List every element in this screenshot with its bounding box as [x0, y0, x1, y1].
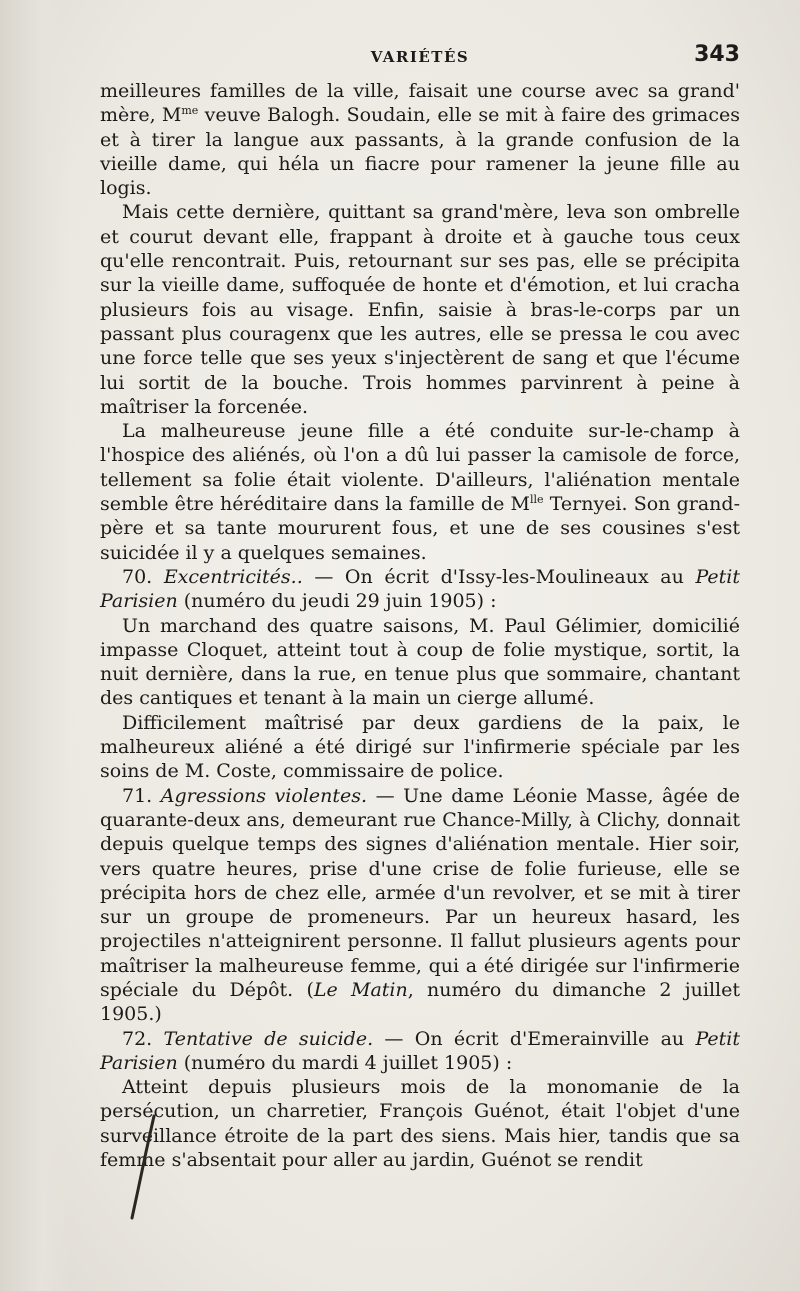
newspaper-title: Le Matin: [313, 978, 408, 1001]
entry-number: 70.: [122, 565, 153, 588]
entry-72-heading: [100, 1027, 740, 1076]
paragraph-9: Atteint depuis plusieurs mois de la monomanie de la persécution, un charretier, François Guénot, était l'objet d'une surveillance étroite de la part des siens. Mais hier, tandis que sa femme s'absentait pour aller au jardin, Guénot se rendit: [100, 1076, 740, 1172]
paragraph-3: [100, 419, 740, 565]
page-body-text: [100, 79, 740, 1172]
superscript-abbrev: me: [181, 104, 199, 118]
paragraph-1-text-b: veuve Balogh. Soudain, elle se mit à faire des grimaces et à tirer la langue aux passants, à la grande confusion de la vieille dame, qui héla un fiacre pour ramener la jeune fille au logis.: [100, 104, 740, 200]
paragraph-2: Mais cette dernière, quittant sa grand'mère, leva son ombrelle et courut devant elle, frappant à droite et à gauche tous ceux qu'elle rencontrait. Puis, retournant sur ses pas, elle se précipita sur la vieille dame, suffoquée de honte et d'émotion, et lui cracha plusieurs fois au visage. Enfin, saisie à bras-le-corps par un passant plus couragenx que les autres, elle se pressa le cou avec une force telle que ses yeux s'injectèrent de sang et que l'écume lui sortit de la bouche. Trois hommes parvinrent à peine à maîtriser la forcenée.: [100, 201, 740, 418]
entry-number: 71.: [122, 784, 153, 807]
entry-number: 72.: [122, 1027, 153, 1050]
entry-title: Tentative de suicide.: [163, 1027, 374, 1050]
paragraph-1: [100, 79, 740, 200]
entry-70-text-b: (numéro du jeudi 29 juin 1905) :: [177, 590, 497, 613]
paragraph-3-text-a: La malheureuse jeune fille a été conduite sur-le-champ à l'hospice des aliénés, où l'on a dû lui passer la camisole de force, tellement sa folie était violente. D'ailleurs, l'aliénation mentale semble être héréditaire dans la famille de M: [100, 420, 740, 516]
paragraph-5: Un marchand des quatre saisons, M. Paul Gélimier, domicilié impasse Cloquet, atteint tout à coup de folie mystique, sortit, la nuit dernière, dans la rue, en tenue plus que sommaire, chantant des cantiques et tenant à la main un cierge allumé.: [100, 614, 740, 710]
paragraph-3-text-b: Ternyei. Son grand-père et sa tante moururent fous, et une de ses cousines s'est suicidée il y a quelques semaines.: [100, 493, 740, 564]
running-title: VARIÉTÉS: [370, 48, 470, 66]
pencil-mark: [124, 1112, 164, 1222]
page-gutter-shadow: [0, 0, 70, 1291]
entry-title: Agressions violentes.: [160, 784, 368, 807]
paragraph-1-text-a: meilleures familles de la ville, faisait une course avec sa grand' mère, M: [100, 80, 740, 127]
entry-title: Excentricités..: [163, 565, 303, 588]
entry-70-text-a: — On écrit d'Issy-les-Moulineaux au: [302, 565, 696, 588]
page-header: [100, 42, 740, 76]
newspaper-title: Petit Parisien: [100, 565, 740, 613]
entry-71: [100, 784, 740, 1027]
page-number: 343: [694, 42, 740, 67]
entry-71-text-a: — Une dame Léonie Masse, âgée de quarante-deux ans, demeurant rue Chance-Milly, à Clichy, donnait depuis quelque temps des signes d'aliénation mentale. Hier soir, vers quatre heures, prise d'une crise de folie furieuse, elle se précipita hors de chez elle, armée d'un revolver, et se mit à tirer sur un groupe de promeneurs. Par un heureux hasard, les projectiles n'atteignirent personne. Il fallut plusieurs agents pour maîtriser la malheureuse femme, qui a été dirigée sur l'infirmerie spéciale du Dépôt. (: [100, 784, 740, 1001]
entry-72-text-a: — On écrit d'Emerainville au: [373, 1027, 696, 1050]
paragraph-6: Difficilement maîtrisé par deux gardiens de la paix, le malheureux aliéné a été dirigé sur l'infirmerie spéciale par les soins de M. Coste, commissaire de police.: [100, 711, 740, 783]
entry-71-text-b: , numéro du dimanche 2 juillet 1905.): [100, 978, 740, 1026]
superscript-abbrev: lle: [529, 493, 544, 507]
newspaper-title: Petit Parisien: [100, 1027, 741, 1074]
entry-70-heading: [100, 565, 740, 614]
entry-72-text-b: (numéro du mardi 4 juillet 1905) :: [177, 1051, 513, 1074]
